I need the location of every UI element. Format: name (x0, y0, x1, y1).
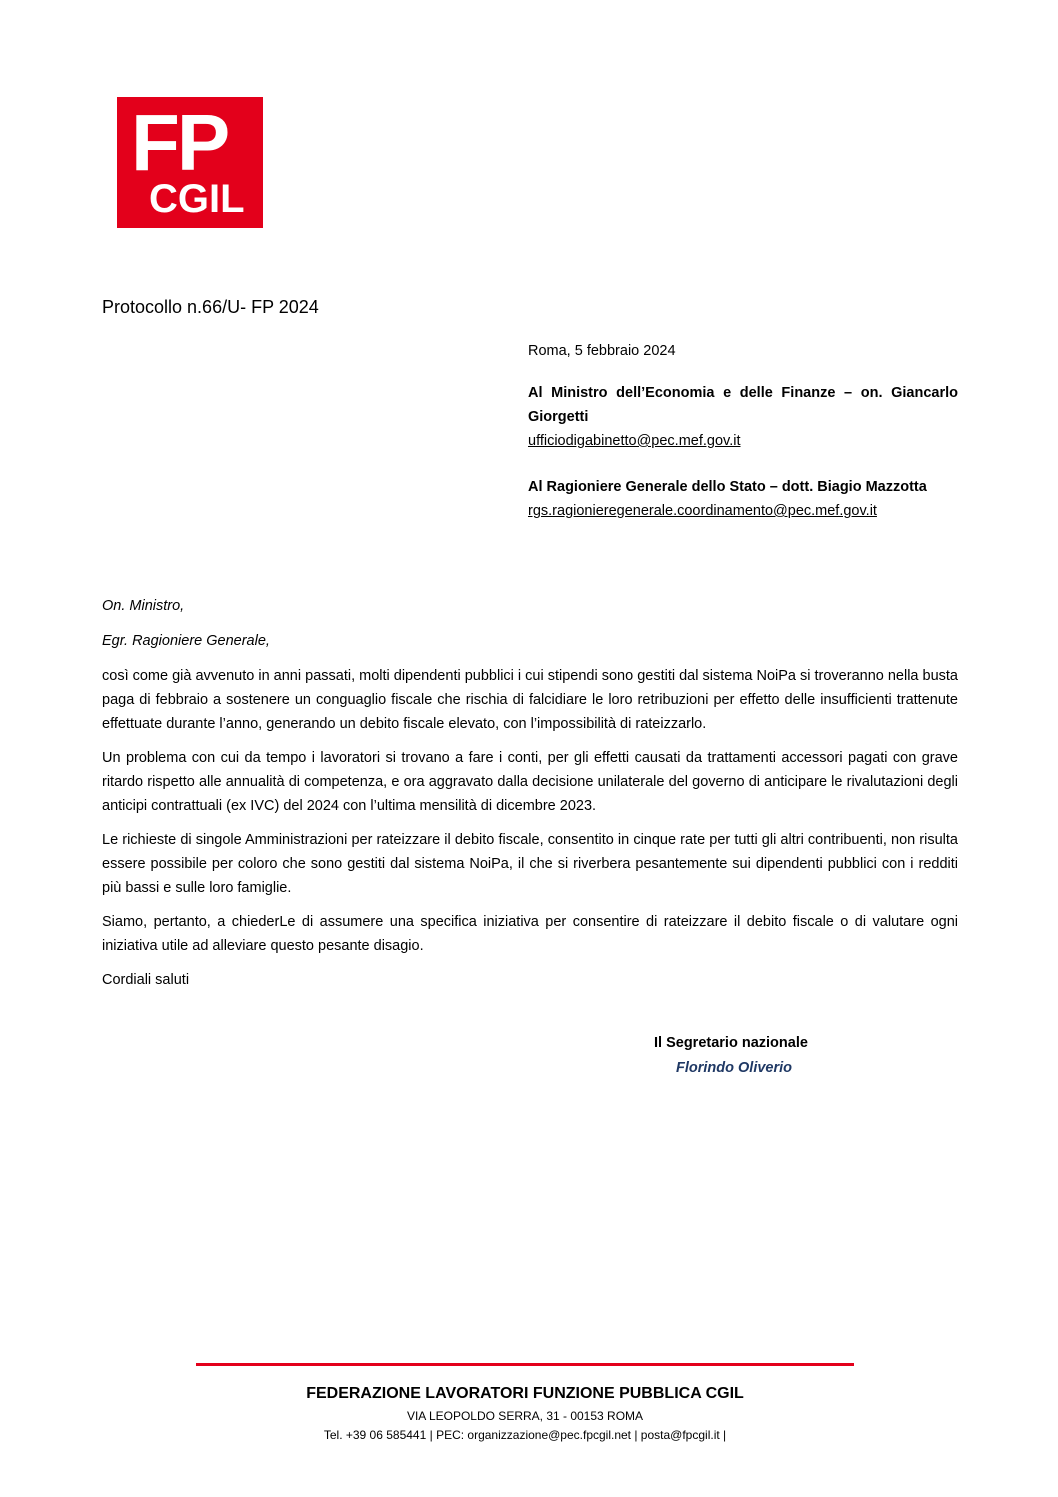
letter-body (102, 594, 958, 992)
closing-line: Cordiali saluti (102, 972, 190, 988)
recipient-ragioniere (528, 475, 958, 523)
protocol-number: Protocollo n.66/U- FP 2024 (102, 297, 319, 317)
footer-address: VIA LEOPOLDO SERRA, 31 - 00153 ROMA (406, 1409, 644, 1423)
letterhead-footer (196, 1385, 854, 1442)
recipient-minister (528, 381, 958, 453)
salutation-minister: On. Ministro, (102, 598, 185, 614)
footer-org-name: FEDERAZIONE LAVORATORI FUNZIONE PUBBLICA CGIL (306, 1385, 744, 1402)
footer-divider (196, 1363, 854, 1366)
signature-block (654, 1031, 808, 1081)
body-paragraph: così come già avvenuto in anni passati, molti dipendenti pubblici i cui stipendi sono gestiti dal sistema NoiPa si troveranno nella busta paga di febbraio a sostenere un conguaglio fiscale che rischia di falcidiare le loro retribuzioni per effetto delle insufficienti trattenute effettuate durante l’anno, generando un debito fiscale elevato, con l’impossibilità di rateizzarlo. (102, 668, 958, 732)
signature-name: Florindo Oliverio (676, 1060, 793, 1076)
recipient-pec[interactable]: rgs.ragionieregenerale.coordinamento@pec.mef.gov.it (528, 503, 877, 519)
letter-date: Roma, 5 febbraio 2024 (528, 343, 676, 359)
fp-cgil-logo (117, 97, 263, 228)
recipient-pec[interactable]: ufficiodigabinetto@pec.mef.gov.it (528, 433, 741, 449)
footer-contacts: Tel. +39 06 585441 | PEC: organizzazione@pec.fpcgil.net | posta@fpcgil.it | (323, 1428, 727, 1442)
signature-role: Il Segretario nazionale (654, 1035, 808, 1051)
recipient-name: Al Ministro dell’Economia e delle Finanze – on. Giancarlo Giorgetti (528, 385, 958, 425)
salutation-ragioniere: Egr. Ragioniere Generale, (102, 633, 270, 649)
body-paragraph: Siamo, pertanto, a chiederLe di assumere una specifica iniziativa per consentire di rateizzare il debito fiscale o di valutare ogni iniziativa utile ad alleviare questo pesante disagio. (102, 914, 958, 954)
body-paragraph: Le richieste di singole Amministrazioni per rateizzare il debito fiscale, consentito in cinque rate per tutti gli altri contribuenti, non risulta essere possibile per coloro che sono gestiti dal sistema NoiPa, il che si riverbera pesantemente sui dipendenti pubblici con i redditi più bassi e sulle loro famiglie. (102, 832, 958, 896)
body-paragraph: Un problema con cui da tempo i lavoratori si trovano a fare i conti, per gli effetti causati da trattamenti accessori pagati con grave ritardo rispetto alle annualità di competenza, e ora aggravato dalla decisione unilaterale del governo di anticipare le rivalutazioni degli anticipi contrattuali (ex IVC) del 2024 con l’ultima mensilità di dicembre 2023. (102, 750, 958, 814)
recipients-block (528, 343, 958, 545)
logo-cgil-text: CGIL (149, 177, 245, 221)
logo-fp-text: FP (131, 98, 228, 187)
recipient-name: Al Ragioniere Generale dello Stato – dott. Biagio Mazzotta (528, 479, 927, 495)
